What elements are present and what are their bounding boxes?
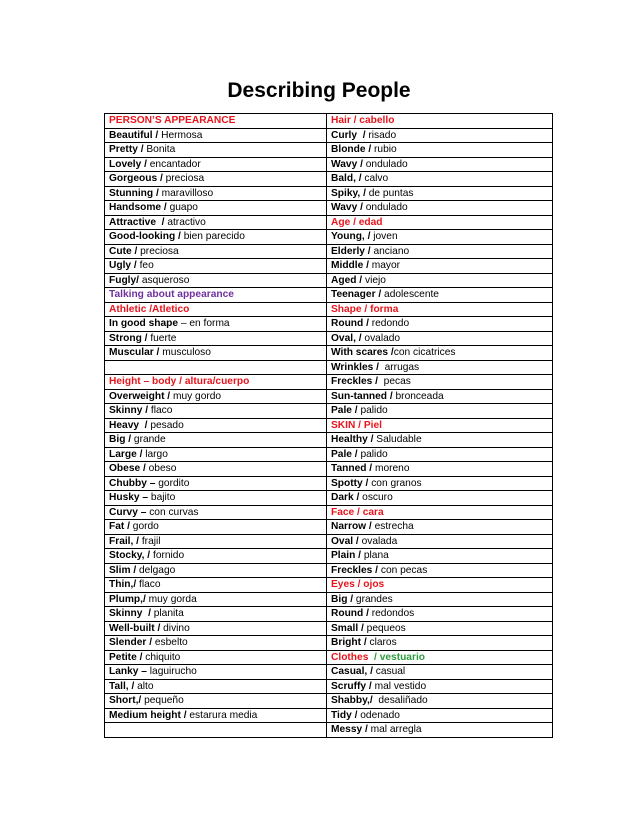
- translation-text: musculoso: [159, 347, 211, 358]
- translation-text: calvo: [361, 173, 389, 184]
- term-text: Spotty /: [331, 477, 369, 489]
- table-row: [105, 375, 553, 390]
- table-row: [105, 433, 553, 448]
- translation-text: arrugas: [378, 361, 420, 373]
- spanish-term-cell: [327, 592, 553, 607]
- spanish-term-cell: [327, 230, 553, 245]
- table-row: [105, 665, 553, 680]
- section-heading-text: Eyes / ojos: [331, 579, 385, 590]
- term-text: Round /: [331, 318, 369, 329]
- spanish-term-cell: [327, 650, 553, 665]
- translation-text: ondulado: [362, 202, 408, 213]
- translation-text: viejo: [362, 274, 386, 286]
- english-term-cell: [105, 302, 327, 317]
- translation-text: con cicatrices: [393, 347, 456, 358]
- translation-text: muy gordo: [170, 390, 222, 402]
- term-text: Strong /: [109, 332, 148, 344]
- term-text: Attractive /: [109, 216, 165, 228]
- term-text: Frail, /: [109, 535, 140, 547]
- translation-text: fornido: [150, 550, 185, 561]
- english-term-cell: [105, 520, 327, 535]
- translation-text: palido: [357, 405, 388, 416]
- translation-text: encantador: [146, 158, 201, 170]
- translation-text: obeso: [145, 463, 177, 474]
- table-row: [105, 172, 553, 187]
- spanish-term-cell: [327, 331, 553, 346]
- translation-text: pecas: [378, 376, 411, 387]
- page-title: Describing People: [227, 79, 411, 102]
- term-text: Medium height /: [109, 709, 187, 721]
- translation-text: alto: [134, 680, 154, 692]
- translation-text: esbelto: [152, 637, 188, 648]
- section-heading-text: SKIN / Piel: [331, 419, 382, 431]
- table-row: [105, 694, 553, 709]
- term-text: Pale /: [331, 405, 358, 416]
- translation-text: estrecha: [371, 521, 414, 532]
- spanish-term-cell: [327, 491, 553, 506]
- english-term-cell: [105, 273, 327, 288]
- translation-text: con granos: [368, 477, 422, 489]
- term-text: Big /: [331, 593, 354, 605]
- translation-text: ovalada: [358, 535, 398, 547]
- table-row: [105, 592, 553, 607]
- translation-text: moreno: [372, 463, 410, 474]
- english-term-cell: [105, 244, 327, 259]
- spanish-term-cell: [327, 636, 553, 651]
- english-term-cell: [105, 476, 327, 491]
- table-row: [105, 201, 553, 216]
- spanish-term-cell: [327, 302, 553, 317]
- english-term-cell: [105, 723, 327, 738]
- english-term-cell: [105, 128, 327, 143]
- term-text: Middle /: [331, 260, 369, 271]
- table-row: [105, 404, 553, 419]
- term-text: Freckles /: [331, 564, 379, 576]
- spanish-term-cell: [327, 433, 553, 448]
- section-heading-text: / vestuario: [371, 651, 425, 663]
- table-row: [105, 607, 553, 622]
- spanish-term-cell: [327, 679, 553, 694]
- term-text: Tall, /: [109, 680, 135, 692]
- table-row: [105, 331, 553, 346]
- section-heading-text: PERSON’S APPEARANCE: [109, 115, 236, 126]
- term-text: Handsome /: [109, 202, 167, 213]
- spanish-term-cell: [327, 694, 553, 709]
- translation-text: flaco: [136, 579, 161, 590]
- translation-text: grande: [131, 434, 166, 445]
- term-text: Muscular /: [109, 347, 160, 358]
- vocabulary-table: [104, 113, 553, 738]
- english-term-cell: [105, 636, 327, 651]
- table-row: [105, 505, 553, 520]
- translation-text: gordito: [155, 477, 190, 489]
- section-heading-text: Shape / forma: [331, 303, 399, 315]
- translation-text: bien parecido: [180, 231, 245, 242]
- section-heading-text: Athletic /Atletico: [109, 303, 190, 315]
- term-text: Stocky, /: [109, 550, 151, 561]
- term-text: Gorgeous /: [109, 173, 163, 184]
- spanish-term-cell: [327, 346, 553, 361]
- term-text: Dark /: [331, 492, 360, 503]
- translation-text: muy gorda: [145, 593, 197, 605]
- table-row: [105, 650, 553, 665]
- translation-text: divino: [160, 622, 190, 634]
- term-text: Slender /: [109, 637, 153, 648]
- translation-text: Bonita: [143, 144, 176, 155]
- translation-text: planita: [150, 608, 184, 619]
- term-text: Ugly /: [109, 260, 137, 271]
- term-text: Good-looking /: [109, 231, 181, 242]
- table-row: [105, 157, 553, 172]
- translation-text: largo: [142, 448, 168, 460]
- translation-text: joven: [370, 231, 398, 242]
- translation-text: ondulado: [362, 158, 408, 170]
- translation-text: de puntas: [365, 187, 414, 199]
- term-text: Fugly/: [109, 274, 139, 286]
- english-term-cell: [105, 288, 327, 303]
- english-term-cell: [105, 404, 327, 419]
- translation-text: – en forma: [178, 318, 230, 329]
- english-term-cell: [105, 563, 327, 578]
- translation-text: odenado: [357, 709, 400, 721]
- term-text: Shabby,/: [331, 695, 373, 706]
- term-text: Wavy /: [331, 202, 363, 213]
- term-text: Slim /: [109, 564, 137, 576]
- table-row: [105, 360, 553, 375]
- spanish-term-cell: [327, 549, 553, 564]
- translation-text: maravilloso: [158, 187, 214, 199]
- spanish-term-cell: [327, 114, 553, 129]
- spanish-term-cell: [327, 215, 553, 230]
- term-text: Petite /: [109, 651, 143, 663]
- table-row: [105, 288, 553, 303]
- english-term-cell: [105, 447, 327, 462]
- table-row: [105, 491, 553, 506]
- table-row: [105, 636, 553, 651]
- term-text: Scruffy /: [331, 680, 372, 692]
- section-heading-text: Clothes: [331, 651, 372, 663]
- translation-text: claros: [366, 637, 397, 648]
- vocabulary-table-body: [105, 114, 553, 738]
- translation-text: adolescente: [381, 289, 439, 300]
- english-term-cell: [105, 607, 327, 622]
- spanish-term-cell: [327, 317, 553, 332]
- spanish-term-cell: [327, 244, 553, 259]
- translation-text: anciano: [370, 245, 410, 257]
- translation-text: grandes: [353, 593, 393, 605]
- term-text: Wrinkles /: [331, 361, 379, 373]
- english-term-cell: [105, 665, 327, 680]
- table-row: [105, 143, 553, 158]
- english-term-cell: [105, 549, 327, 564]
- spanish-term-cell: [327, 665, 553, 680]
- spanish-term-cell: [327, 476, 553, 491]
- term-text: Chubby –: [109, 477, 156, 489]
- spanish-term-cell: [327, 273, 553, 288]
- section-heading-text: Face / cara: [331, 506, 384, 518]
- english-term-cell: [105, 215, 327, 230]
- english-term-cell: [105, 346, 327, 361]
- term-text: Heavy /: [109, 419, 148, 431]
- translation-text: redondos: [368, 608, 415, 619]
- section-heading-text: Talking about appearance: [109, 289, 234, 300]
- spanish-term-cell: [327, 389, 553, 404]
- english-term-cell: [105, 230, 327, 245]
- english-term-cell: [105, 186, 327, 201]
- term-text: Young, /: [331, 231, 371, 242]
- spanish-term-cell: [327, 404, 553, 419]
- translation-text: guapo: [166, 202, 198, 213]
- term-text: With scares /: [331, 347, 394, 358]
- term-text: Bald, /: [331, 173, 362, 184]
- term-text: Curvy –: [109, 506, 147, 518]
- spanish-term-cell: [327, 534, 553, 549]
- translation-text: flaco: [148, 405, 173, 416]
- term-text: Spiky, /: [331, 187, 366, 199]
- spanish-term-cell: [327, 259, 553, 274]
- term-text: Plain /: [331, 550, 362, 561]
- spanish-term-cell: [327, 172, 553, 187]
- term-text: Beautiful /: [109, 129, 159, 141]
- english-term-cell: [105, 157, 327, 172]
- table-row: [105, 563, 553, 578]
- english-term-cell: [105, 578, 327, 593]
- spanish-term-cell: [327, 360, 553, 375]
- term-text: Lovely /: [109, 158, 147, 170]
- spanish-term-cell: [327, 288, 553, 303]
- term-text: Round /: [331, 608, 369, 619]
- english-term-cell: [105, 534, 327, 549]
- english-term-cell: [105, 114, 327, 129]
- term-text: Tidy /: [331, 709, 358, 721]
- translation-text: mayor: [368, 260, 401, 271]
- table-row: [105, 578, 553, 593]
- spanish-term-cell: [327, 621, 553, 636]
- term-text: Curly /: [331, 129, 366, 141]
- english-term-cell: [105, 621, 327, 636]
- translation-text: preciosa: [137, 245, 179, 257]
- term-text: Fat /: [109, 521, 130, 532]
- term-text: Small /: [331, 622, 364, 634]
- term-text: Wavy /: [331, 158, 363, 170]
- translation-text: preciosa: [162, 173, 205, 184]
- translation-text: con pecas: [378, 564, 428, 576]
- translation-text: plana: [361, 550, 389, 561]
- translation-text: laguirucho: [146, 666, 197, 677]
- table-row: [105, 418, 553, 433]
- table-row: [105, 186, 553, 201]
- spanish-term-cell: [327, 128, 553, 143]
- translation-text: estarura media: [186, 709, 258, 721]
- term-text: Aged /: [331, 274, 363, 286]
- spanish-term-cell: [327, 505, 553, 520]
- table-row: [105, 476, 553, 491]
- english-term-cell: [105, 375, 327, 390]
- translation-text: risado: [365, 129, 397, 141]
- english-term-cell: [105, 462, 327, 477]
- term-text: Husky –: [109, 492, 149, 503]
- spanish-term-cell: [327, 723, 553, 738]
- translation-text: Hermosa: [158, 129, 203, 141]
- table-row: [105, 447, 553, 462]
- table-row: [105, 244, 553, 259]
- term-text: Elderly /: [331, 245, 371, 257]
- table-row: [105, 302, 553, 317]
- translation-text: bronceada: [392, 390, 444, 402]
- term-text: Well-built /: [109, 622, 161, 634]
- english-term-cell: [105, 172, 327, 187]
- translation-text: mal vestido: [371, 680, 427, 692]
- section-heading-text: Hair / cabello: [331, 115, 395, 126]
- english-term-cell: [105, 708, 327, 723]
- table-row: [105, 679, 553, 694]
- translation-text: frajil: [139, 535, 161, 547]
- term-text: Casual, /: [331, 666, 373, 677]
- term-text: Big /: [109, 434, 132, 445]
- translation-text: pequeño: [141, 695, 184, 706]
- table-row: [105, 128, 553, 143]
- term-text: Freckles /: [331, 376, 379, 387]
- term-text: Stunning /: [109, 187, 159, 199]
- spanish-term-cell: [327, 607, 553, 622]
- english-term-cell: [105, 650, 327, 665]
- translation-text: desaliñado: [372, 695, 428, 706]
- table-row: [105, 259, 553, 274]
- table-row: [105, 621, 553, 636]
- spanish-term-cell: [327, 563, 553, 578]
- term-text: Bright /: [331, 637, 367, 648]
- section-heading-text: Age / edad: [331, 216, 383, 228]
- spanish-term-cell: [327, 157, 553, 172]
- english-term-cell: [105, 360, 327, 375]
- spanish-term-cell: [327, 201, 553, 216]
- spanish-term-cell: [327, 186, 553, 201]
- translation-text: rubio: [371, 144, 397, 155]
- table-row: [105, 230, 553, 245]
- translation-text: palido: [357, 448, 388, 460]
- term-text: Obese /: [109, 463, 146, 474]
- translation-text: asqueroso: [139, 274, 190, 286]
- translation-text: fuerte: [147, 332, 177, 344]
- term-text: Healthy /: [331, 434, 374, 445]
- term-text: Cute /: [109, 245, 138, 257]
- term-text: Skinny /: [109, 608, 151, 619]
- translation-text: pesado: [147, 419, 184, 431]
- translation-text: atractivo: [164, 216, 206, 228]
- translation-text: pequeos: [363, 622, 406, 634]
- translation-text: chiquito: [142, 651, 181, 663]
- spanish-term-cell: [327, 143, 553, 158]
- english-term-cell: [105, 433, 327, 448]
- term-text: In good shape: [109, 318, 179, 329]
- english-term-cell: [105, 418, 327, 433]
- translation-text: gordo: [129, 521, 159, 532]
- english-term-cell: [105, 259, 327, 274]
- english-term-cell: [105, 694, 327, 709]
- table-row: [105, 273, 553, 288]
- spanish-term-cell: [327, 462, 553, 477]
- term-text: Messy /: [331, 724, 368, 735]
- table-row: [105, 215, 553, 230]
- term-text: Lanky –: [109, 666, 147, 677]
- translation-text: redondo: [368, 318, 410, 329]
- term-text: Large /: [109, 448, 143, 460]
- english-term-cell: [105, 331, 327, 346]
- translation-text: feo: [136, 260, 154, 271]
- term-text: Oval /: [331, 535, 359, 547]
- spanish-term-cell: [327, 418, 553, 433]
- spanish-term-cell: [327, 520, 553, 535]
- translation-text: con curvas: [146, 506, 199, 518]
- term-text: Narrow /: [331, 521, 372, 532]
- english-term-cell: [105, 491, 327, 506]
- translation-text: bajito: [148, 492, 176, 503]
- term-text: Pale /: [331, 448, 358, 460]
- table-row: [105, 114, 553, 129]
- translation-text: mal arregla: [367, 724, 422, 735]
- spanish-term-cell: [327, 708, 553, 723]
- term-text: Short,/: [109, 695, 142, 706]
- term-text: Skinny /: [109, 405, 149, 416]
- english-term-cell: [105, 389, 327, 404]
- table-row: [105, 346, 553, 361]
- table-row: [105, 317, 553, 332]
- term-text: Plump,/: [109, 593, 146, 605]
- term-text: Oval, /: [331, 332, 362, 344]
- table-row: [105, 520, 553, 535]
- translation-text: oscuro: [359, 492, 393, 503]
- table-row: [105, 534, 553, 549]
- english-term-cell: [105, 201, 327, 216]
- term-text: Blonde /: [331, 144, 372, 155]
- english-term-cell: [105, 143, 327, 158]
- term-text: Thin,/: [109, 579, 137, 590]
- section-heading-text: Height – body / altura/cuerpo: [109, 376, 250, 387]
- translation-text: casual: [372, 666, 406, 677]
- term-text: Overweight /: [109, 390, 171, 402]
- translation-text: Saludable: [373, 434, 422, 445]
- translation-text: ovalado: [361, 332, 401, 344]
- term-text: Teenager /: [331, 289, 382, 300]
- english-term-cell: [105, 679, 327, 694]
- table-row: [105, 708, 553, 723]
- english-term-cell: [105, 592, 327, 607]
- english-term-cell: [105, 317, 327, 332]
- term-text: Sun-tanned /: [331, 390, 393, 402]
- spanish-term-cell: [327, 447, 553, 462]
- table-row: [105, 389, 553, 404]
- table-row: [105, 549, 553, 564]
- english-term-cell: [105, 505, 327, 520]
- table-row: [105, 462, 553, 477]
- term-text: Pretty /: [109, 144, 144, 155]
- spanish-term-cell: [327, 375, 553, 390]
- table-row: [105, 723, 553, 738]
- term-text: Tanned /: [331, 463, 373, 474]
- translation-text: delgago: [136, 564, 176, 576]
- spanish-term-cell: [327, 578, 553, 593]
